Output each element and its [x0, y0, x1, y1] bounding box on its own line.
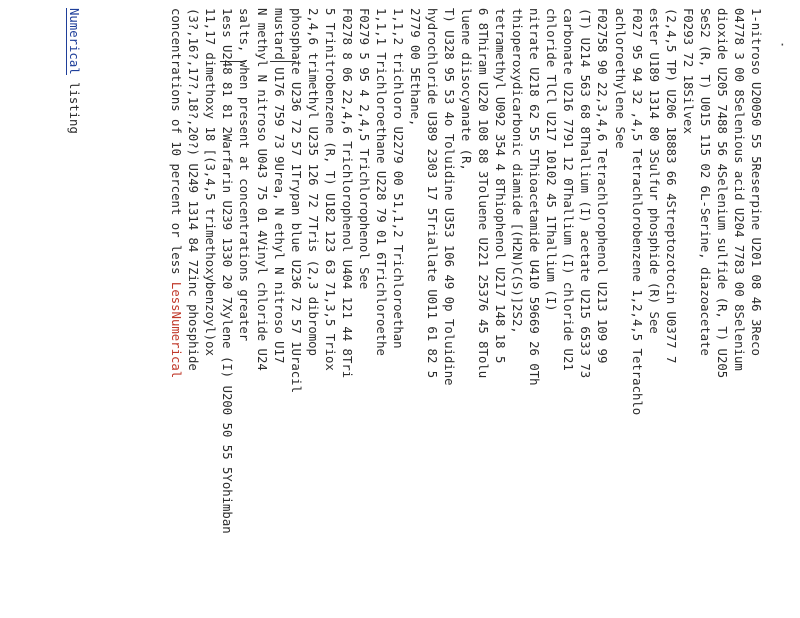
listing-line: SeS2 (R, T) U015 115 02 6L-Serine, diazoacetate	[697, 8, 712, 356]
listing-line: nitrate U218 62 55 5Thioacetamide U410 59669 26 0Th	[527, 8, 542, 386]
listing-line: 1ess U248 81 81 2Warfarin U239 1330 20 7Xylene (I) U200 50 55 5Yohimban	[220, 8, 235, 534]
listing-line: dioxide U205 7488 56 4Selenium sulfide (R, T) U205	[714, 8, 729, 379]
listing-line: tetramethyl U092 354 4 8Thiophenol U217 148 18 5	[493, 8, 508, 364]
spacer-line	[0, 8, 14, 612]
listing-line: achloroethylene See	[612, 8, 627, 149]
less-numerical-link[interactable]: LessNumerical	[169, 274, 184, 379]
rotated-document-body	[67, 8, 798, 612]
listing-line: 5 Trinitrobenzene (R, T) U182 123 63 71,3,5 Triox	[322, 8, 337, 371]
listing-line: (2,4,5 TP) U206 18883 66 4Streptozotocin U0377 7	[663, 8, 678, 364]
listing-line: F02758 90 22,3,4,6 Tetrachlorophenol U213 109 99	[595, 8, 610, 364]
listing-line: 11,17 dimethoxy 18 [(3,4,5 trimethoxybenzoyl)ox	[203, 8, 218, 356]
listing-line: T) U328 95 53 4o Toluidine U353 106 49 0p Toluidine	[442, 8, 457, 386]
listing-line: ester U189 1314 80 3Sulfur phosphide (R) See	[646, 8, 661, 334]
listing-line: 1,1,2 trichloro U2279 00 51,1,2 Trichloroethan	[390, 8, 405, 349]
listing-line: F027 95 94 32 ,4,5 Tetrachlorobenzene 1,2,4,5 Tetrachlo	[629, 8, 644, 416]
listing-line: hydrochloride U389 2303 17 5Triallate U011 61 82 5	[425, 8, 440, 379]
listing-line: 2,4,6 trimethyl U235 126 72 7Tris (2,3 dibromop	[305, 8, 320, 356]
listing-line: phosphate U236 72 57 1Trypan blue U236 72 57 1Uracil	[288, 8, 303, 393]
listing-line: 2779 00 5Ethane,	[407, 8, 422, 127]
margin-tick-mark: ·	[778, 38, 786, 52]
listing-line: 04778 3 00 8Selenious acid U204 7783 00 8Selenium	[731, 8, 746, 371]
chemical-listing-top	[167, 8, 764, 612]
listing-line: carbonate U216 7791 12 0Thallium (I) chloride U21	[561, 8, 576, 371]
listing-line: N methyl N nitroso U043 75 01 4Vinyl chloride U24	[254, 8, 269, 371]
listing-line: chloride TlCl U217 10102 45 1Thallium (I)	[544, 8, 559, 312]
listing-word: listing	[67, 74, 82, 134]
numerical-link[interactable]: Numerical	[67, 8, 82, 75]
listing-line: (3?,16?,17?,18?,20?) U249 1314 84 7Zinc phosphide	[186, 8, 201, 371]
listing-line: 6 8Thiram U220 108 88 3Toluene U221 25376 45 8Tolu	[476, 8, 491, 379]
listing-line: F0279 5 95 4 2,4,5 Trichlorophenol See	[356, 8, 371, 290]
listing-line: 1-nitroso U20050 55 5Reserpine U201 08 46 3Reco	[748, 8, 763, 356]
listing-line: salts, when present at concentrations greater	[237, 8, 252, 342]
numerical-listing-line	[65, 8, 82, 612]
listing-line: (T) U214 563 68 8Thallium (I) acetate U215 6533 73	[578, 8, 593, 379]
listing-line: mustard U176 759 73 9Urea, N ethyl N nitroso U17	[271, 8, 286, 364]
listing-line: F0278 8 06 22,4,6 Trichlorophenol U404 121 44 8Tri	[339, 8, 354, 379]
listing-line: F0293 72 18Silvex	[680, 8, 695, 134]
listing-line: concentrations of 10 percent or less LessNumerical	[169, 8, 184, 379]
listing-line: thioperoxydicarbonic diamide [(H2N)C(S)]2S2,	[510, 8, 525, 334]
listing-line: 1,1,1 Trichloroethane U228 79 01 6Trichloroethe	[373, 8, 388, 356]
listing-line: luene diisocyanate (R,	[459, 8, 474, 171]
